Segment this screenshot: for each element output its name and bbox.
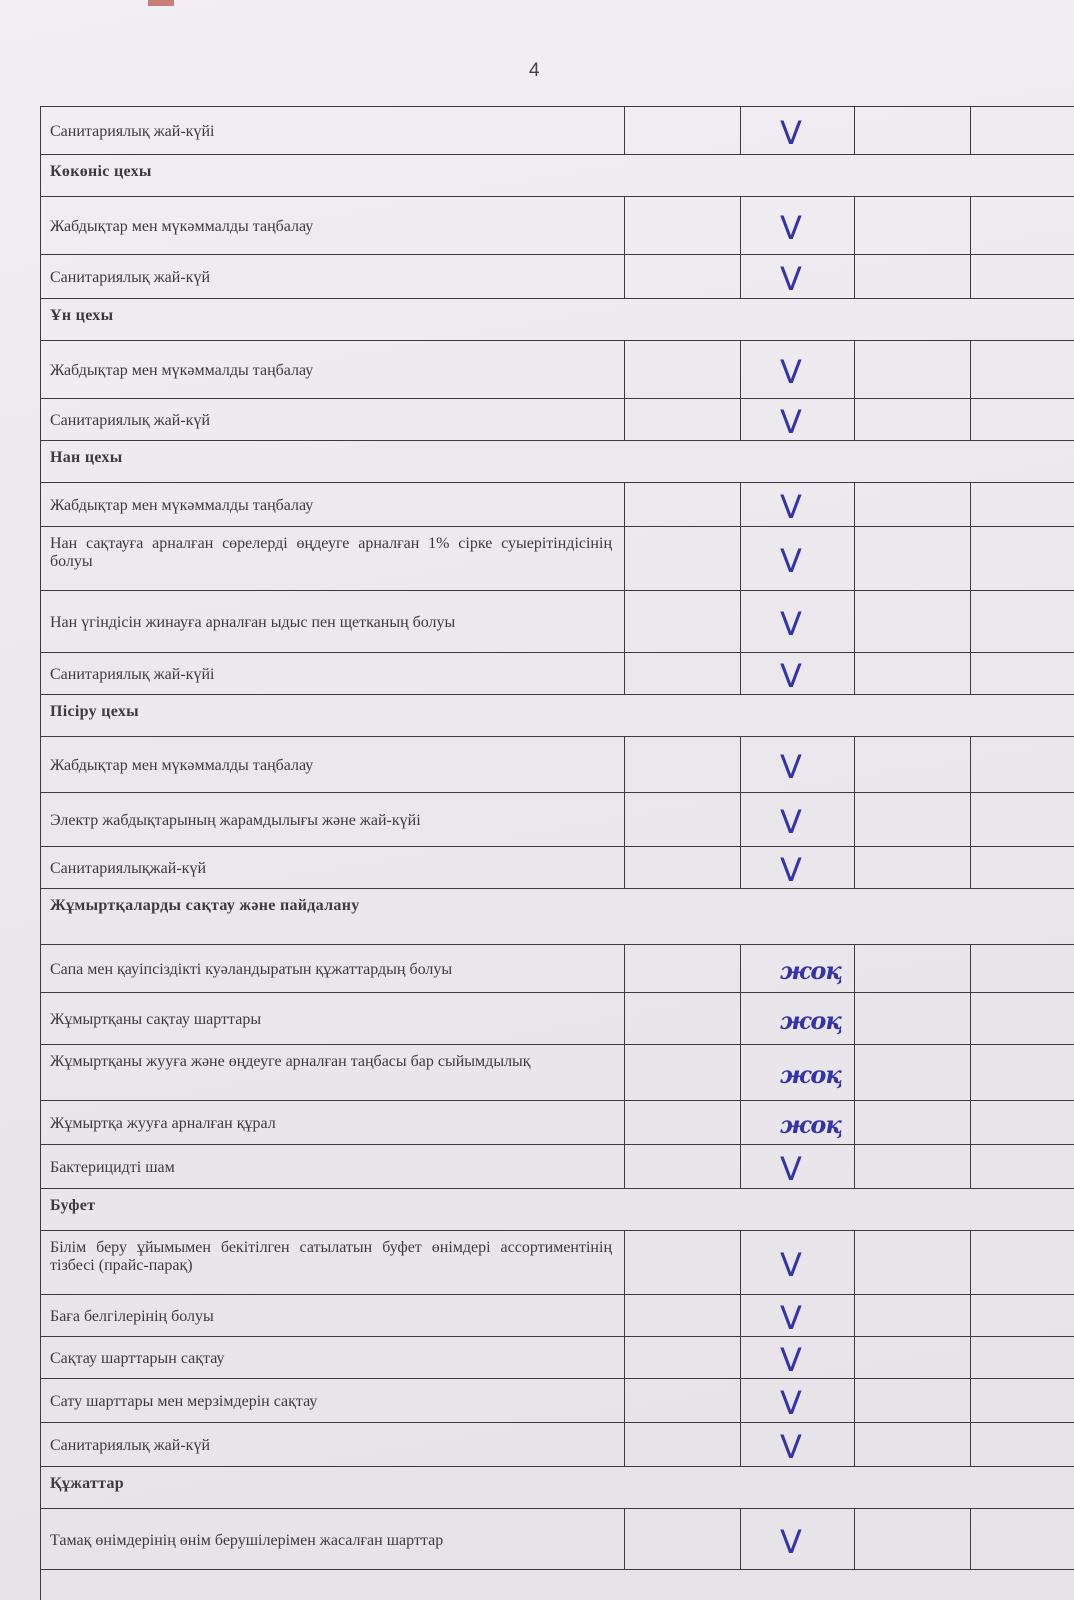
handwritten-check-mark: V xyxy=(780,488,802,526)
table-row xyxy=(40,590,1074,652)
handwritten-check-mark: V xyxy=(780,1523,802,1561)
handwritten-check-mark: V xyxy=(780,114,802,152)
table-cell xyxy=(624,197,740,254)
item-label: Жабдықтар мен мүкәммалды таңбалау xyxy=(50,218,314,235)
table-row xyxy=(40,254,1074,298)
table-cell xyxy=(854,1101,970,1144)
table-cell xyxy=(624,107,740,154)
table-cell xyxy=(854,1423,970,1466)
table-cell xyxy=(624,255,740,298)
table-row xyxy=(40,340,1074,398)
table-cell xyxy=(624,527,740,590)
handwritten-check-mark: V xyxy=(780,1384,802,1422)
handwritten-note: жоқ xyxy=(780,1060,842,1089)
table-cell xyxy=(854,737,970,792)
section-header: Құжаттар xyxy=(40,1466,1074,1508)
handwritten-note: жоқ xyxy=(780,956,842,985)
section-header: Нан цехы xyxy=(40,440,1074,482)
handwritten-check-mark: V xyxy=(780,1150,802,1188)
item-label: Жабдықтар мен мүкәммалды таңбалау xyxy=(50,497,314,514)
handwritten-check-mark: V xyxy=(780,542,802,580)
table-cell xyxy=(970,1045,1074,1100)
table-row xyxy=(40,992,1074,1044)
handwritten-check-mark: V xyxy=(780,1299,802,1337)
table-cell xyxy=(970,1379,1074,1422)
item-label: Жұмыртқа жууға арналған құрал xyxy=(50,1115,276,1132)
item-label: Сату шарттары мен мерзімдерін сақтау xyxy=(50,1393,318,1410)
table-row xyxy=(40,792,1074,846)
section-header: Буфет xyxy=(40,1188,1074,1230)
section-header: Жұмыртқаларды сақтау және пайдалану xyxy=(40,888,1074,944)
table-cell xyxy=(970,1231,1074,1294)
table-cell xyxy=(970,945,1074,992)
item-label: Тамақ өнімдерінің өнім берушілерімен жасалған шарттар xyxy=(50,1532,444,1549)
table-row xyxy=(40,1378,1074,1422)
handwritten-check-mark: V xyxy=(780,851,802,889)
table-cell xyxy=(970,793,1074,846)
table-cell xyxy=(970,197,1074,254)
table-cell xyxy=(854,1295,970,1336)
table-cell xyxy=(624,1231,740,1294)
table-row xyxy=(40,652,1074,694)
table-cell xyxy=(970,591,1074,652)
table-cell xyxy=(854,1145,970,1188)
item-label: Санитариялық жай-күй xyxy=(50,269,210,286)
section-header: Пісіру цехы xyxy=(40,694,1074,736)
table-cell xyxy=(854,945,970,992)
table-row xyxy=(40,196,1074,254)
table-cell xyxy=(854,399,970,440)
table-cell xyxy=(970,1101,1074,1144)
item-label: Сақтау шарттарын сақтау xyxy=(50,1350,225,1367)
table-cell xyxy=(970,527,1074,590)
table-cell xyxy=(854,1379,970,1422)
item-label: Санитариялықжай-күй xyxy=(50,860,206,877)
page-corner-tab xyxy=(148,0,174,6)
table-cell xyxy=(854,793,970,846)
table-cell xyxy=(970,1145,1074,1188)
table-cell xyxy=(624,1379,740,1422)
table-cell xyxy=(854,107,970,154)
table-row xyxy=(40,526,1074,590)
table-cell xyxy=(624,793,740,846)
table-row xyxy=(40,736,1074,792)
table-cell xyxy=(854,847,970,888)
item-label: Білім беру ұйымымен бекітілген сатылатын буфет өнімдері ассортиментінің тізбесі (прайс-парақ) xyxy=(50,1239,612,1274)
table-row xyxy=(40,1044,1074,1100)
table-cell xyxy=(624,945,740,992)
item-label: Нан сақтауға арналған сөрелерді өңдеуге арналған 1% сірке суыерітіндісінің болуы xyxy=(50,535,612,570)
table-cell xyxy=(854,993,970,1044)
item-label: Санитариялық жай-күй xyxy=(50,412,210,429)
table-cell xyxy=(854,527,970,590)
table-cell xyxy=(854,483,970,526)
table-cell xyxy=(854,1337,970,1378)
handwritten-check-mark: V xyxy=(780,748,802,786)
table-cell xyxy=(624,1101,740,1144)
table-cell xyxy=(854,341,970,398)
handwritten-check-mark: V xyxy=(780,209,802,247)
table-cell xyxy=(970,737,1074,792)
table-row xyxy=(40,1294,1074,1336)
handwritten-note: жоқ xyxy=(780,1006,842,1035)
table-cell xyxy=(854,591,970,652)
table-row xyxy=(40,482,1074,526)
table-cell xyxy=(624,993,740,1044)
table-cell xyxy=(624,1145,740,1188)
table-cell xyxy=(624,1295,740,1336)
item-label: Жұмыртқаны сақтау шарттары xyxy=(50,1011,262,1028)
table-row xyxy=(40,944,1074,992)
table-cell xyxy=(624,1337,740,1378)
table-cell xyxy=(854,1045,970,1100)
table-cell xyxy=(854,1509,970,1569)
table-cell xyxy=(970,847,1074,888)
item-label: Санитариялық жай-күй xyxy=(50,1437,210,1454)
page-number: 4 xyxy=(529,60,540,81)
handwritten-check-mark: V xyxy=(780,1341,802,1379)
table-cell xyxy=(970,107,1074,154)
table-cell xyxy=(624,1045,740,1100)
handwritten-check-mark: V xyxy=(780,803,802,841)
table-cell xyxy=(970,399,1074,440)
table-cell xyxy=(970,341,1074,398)
item-label: Сапа мен қауіпсіздікті куәландыратын құжаттардың болуы xyxy=(50,961,453,978)
table-cell xyxy=(970,653,1074,694)
table-cell xyxy=(970,1337,1074,1378)
item-label: Жабдықтар мен мүкәммалды таңбалау xyxy=(50,757,314,774)
table-cell xyxy=(624,1509,740,1569)
section-header: Ұн цехы xyxy=(40,298,1074,340)
handwritten-check-mark: V xyxy=(780,657,802,695)
item-label: Жабдықтар мен мүкәммалды таңбалау xyxy=(50,362,314,379)
item-label: Баға белгілерінің болуы xyxy=(50,1308,214,1325)
table-cell xyxy=(624,591,740,652)
handwritten-check-mark: V xyxy=(780,1428,802,1466)
section-header: Көкөніс цехы xyxy=(40,154,1074,196)
table-cell xyxy=(970,255,1074,298)
table-cell xyxy=(854,653,970,694)
table-cell xyxy=(970,1295,1074,1336)
table-cell xyxy=(970,1423,1074,1466)
table-cell xyxy=(970,993,1074,1044)
item-label: Жұмыртқаны жууға және өңдеуге арналған таңбасы бар сыйымдылық xyxy=(50,1053,531,1070)
table-cell xyxy=(624,483,740,526)
table-cell xyxy=(854,1231,970,1294)
table-cell xyxy=(854,255,970,298)
table-row xyxy=(40,1144,1074,1188)
handwritten-check-mark: V xyxy=(780,605,802,643)
handwritten-note: жоқ xyxy=(780,1110,842,1139)
table-row xyxy=(40,1100,1074,1144)
item-label: Электр жабдықтарының жарамдылығы және жай-күйі xyxy=(50,812,421,829)
table-row xyxy=(40,846,1074,888)
table-cell xyxy=(624,1423,740,1466)
table-row xyxy=(40,106,1074,154)
handwritten-check-mark: V xyxy=(780,353,802,391)
table-cell xyxy=(624,341,740,398)
item-label: Санитариялық жай-күйі xyxy=(50,666,215,683)
table-cell xyxy=(624,737,740,792)
table-cell xyxy=(854,197,970,254)
handwritten-check-mark: V xyxy=(780,403,802,441)
item-label: Санитариялық жай-күйі xyxy=(50,123,215,140)
table-row xyxy=(40,1422,1074,1466)
table-cell xyxy=(624,847,740,888)
table-cell xyxy=(970,483,1074,526)
handwritten-check-mark: V xyxy=(780,1246,802,1284)
checklist-table xyxy=(40,106,1074,1570)
item-label: Бактерицидті шам xyxy=(50,1159,175,1176)
table-cell xyxy=(624,653,740,694)
table-row xyxy=(40,1230,1074,1294)
table-row xyxy=(40,398,1074,440)
table-cell xyxy=(624,399,740,440)
table-cell xyxy=(970,1509,1074,1569)
item-label: Нан үгіндісін жинауға арналған ыдыс пен щетканың болуы xyxy=(50,614,456,631)
table-row xyxy=(40,1508,1074,1570)
handwritten-check-mark: V xyxy=(780,260,802,298)
table-row xyxy=(40,1336,1074,1378)
